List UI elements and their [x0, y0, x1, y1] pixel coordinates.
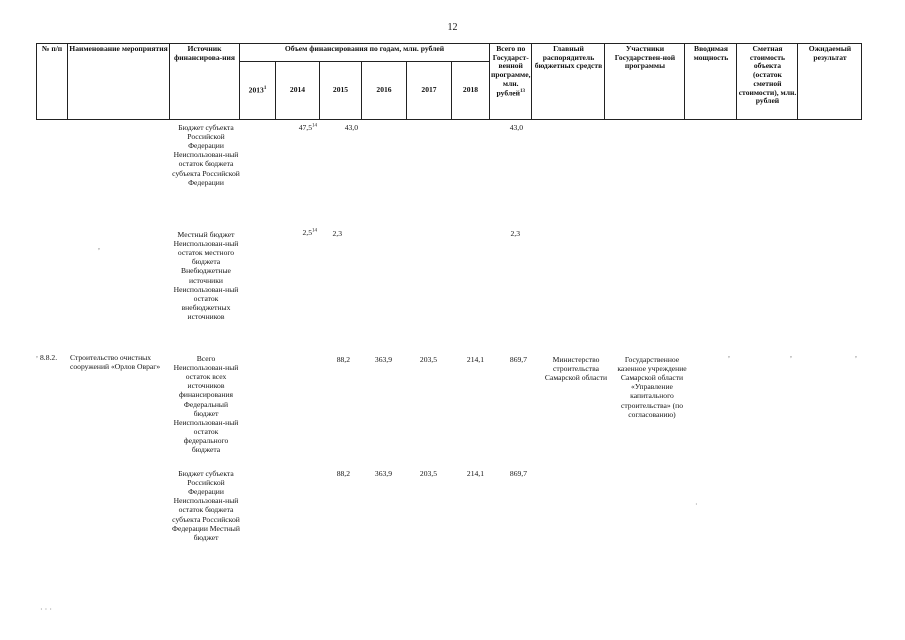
- scan-mark: ,: [728, 350, 730, 359]
- header-name: Наименование мероприятия: [68, 44, 170, 120]
- header-num: № п/п: [37, 44, 68, 120]
- header-year-2013: 2013$^1$: [240, 62, 276, 120]
- item-value-2016-a: 363,9: [374, 355, 392, 364]
- item-value-2016-b: 363,9: [374, 469, 392, 478]
- item-value-2018-a: 214,1: [466, 355, 484, 364]
- scan-mark: ,: [98, 242, 100, 251]
- item-name: Строительство очистных сооружений «Орлов Овраг»: [70, 353, 161, 372]
- scan-mark: ,: [36, 350, 38, 359]
- header-capacity: Вводимая мощность: [685, 44, 737, 120]
- value-2015-top-b: 2,3: [332, 229, 342, 238]
- item-total-b: 869,7: [509, 469, 527, 478]
- total-top-b: 2,3: [510, 229, 520, 238]
- header-year-2016: 2016: [362, 62, 407, 120]
- value-2014-top-b: $2,5^{14}$: [302, 228, 317, 237]
- header-result: Ожидаемый результат: [798, 44, 862, 120]
- table-header: [36, 43, 862, 120]
- sources-top-a: Бюджет субъекта Российской Федерации Неиспользован-ный остаток бюджета субъекта Российской Федерации: [172, 123, 240, 187]
- item-value-2015-a: 88,2: [336, 355, 350, 364]
- header-manager: Главный распорядитель бюджетных средств: [532, 44, 605, 120]
- header-source: Источник финансирова-ния: [170, 44, 240, 120]
- header-participants: Участники Государствен-ной программы: [605, 44, 685, 120]
- scan-mark: ·: [695, 500, 698, 509]
- header-estimate: Сметная стоимость объекта (остаток сметной стоимости), млн. рублей: [737, 44, 798, 120]
- item-sources-b: Бюджет субъекта Российской Федерации Неиспользован-ный остаток бюджета субъекта Российской Федерации Местный бюджет: [172, 469, 240, 542]
- item-value-2015-b: 88,2: [336, 469, 350, 478]
- value-2014-top-a: 47,5$^{14}$: [298, 123, 317, 132]
- scan-mark: · · ·: [40, 605, 52, 614]
- sources-top-b: Местный бюджет Неиспользован-ный остаток местного бюджета Внебюджетные источники Неиспользован-ный остаток внебюджетных источников: [173, 230, 239, 321]
- item-value-2017-a: 203,5: [419, 355, 437, 364]
- page-number: 12: [447, 22, 458, 33]
- header-total: Всего по Государст-венной программе, млн. рублей$^{13}$: [490, 44, 532, 120]
- total-top-a: 43,0: [509, 123, 523, 132]
- item-value-2018-b: 214,1: [466, 469, 484, 478]
- item-participant: Государственное казенное учреждение Самарской области «Управление капитального строительства» (по согласованию): [617, 355, 687, 419]
- item-number: 8.8.2.: [40, 353, 58, 362]
- value-2015-top-a: 43,0: [344, 123, 358, 132]
- scan-mark: ,: [790, 350, 792, 359]
- header-year-2014: 2014: [276, 62, 320, 120]
- item-manager: Министерство строительства Самарской области: [544, 355, 608, 383]
- header-year-2015: 2015: [320, 62, 362, 120]
- header-year-2018: 2018: [452, 62, 490, 120]
- header-volume: Объем финансирования по годам, млн. рублей: [240, 44, 490, 62]
- item-sources-a: Всего Неиспользован-ный остаток всех источников финансирования Федеральный бюджет Неиспользован-ный остаток федерального бюджета: [173, 354, 239, 455]
- item-value-2017-b: 203,5: [419, 469, 437, 478]
- item-total-a: 869,7: [509, 355, 527, 364]
- header-year-2017: 2017: [407, 62, 452, 120]
- scan-mark: ,: [855, 350, 857, 359]
